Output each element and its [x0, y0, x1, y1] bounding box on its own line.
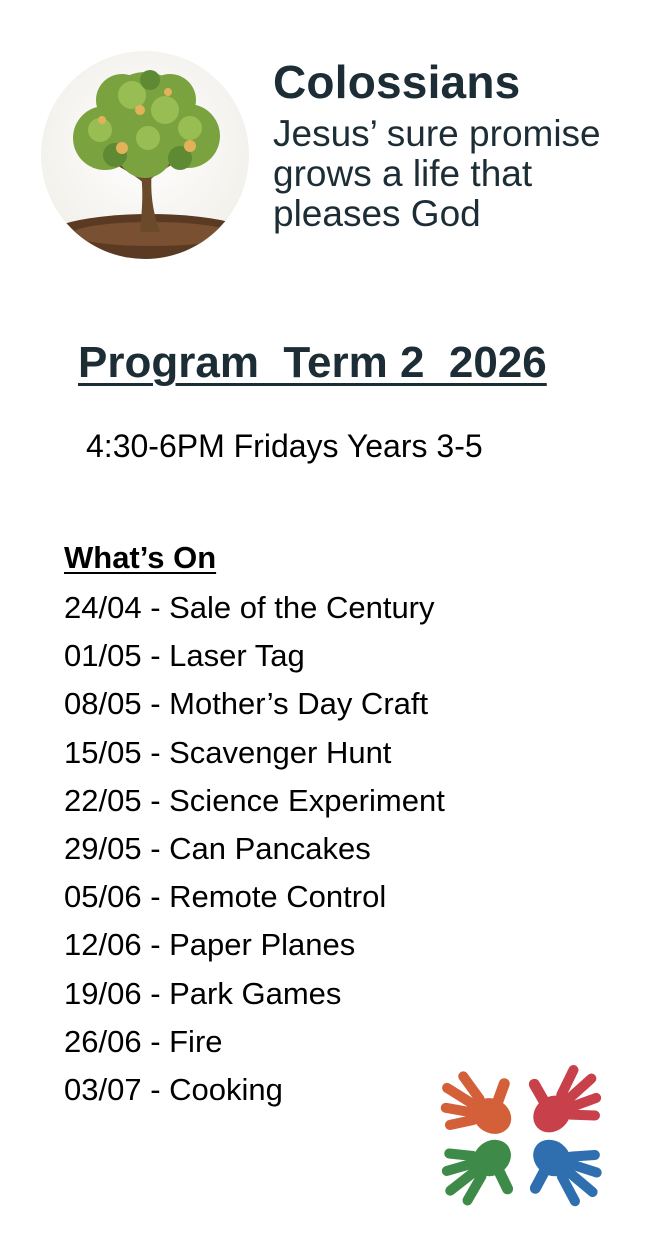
list-item: 19/06 - Park Games [64, 975, 342, 1011]
list-item: 24/04 - Sale of the Century [64, 590, 435, 625]
list-item: 01/05 - Laser Tag [64, 638, 305, 674]
four-hands-icon [432, 1054, 612, 1214]
list-item: 12/06 - Paper Planes [64, 927, 356, 963]
list-item: 05/06 - Remote Control [64, 879, 387, 915]
program-heading: Program Term 2 2026 [78, 338, 547, 387]
page-title: Colossians [273, 56, 521, 108]
list-item: 22/05 - Science Experiment [64, 782, 445, 818]
list-item: 03/07 - Cooking [64, 1072, 283, 1108]
page-subtitle: Jesus’ sure promise grows a life that pleases God [273, 113, 601, 234]
list-item: 15/05 - Scavenger Hunt [64, 734, 392, 770]
fruit-tree-icon [40, 50, 250, 260]
list-item: 08/05 - Mother’s Day Craft [64, 686, 429, 722]
list-item: 29/05 - Can Pancakes [64, 831, 371, 867]
whats-on-heading: What’s On [64, 540, 217, 575]
list-item: 26/06 - Fire [64, 1023, 223, 1059]
events-list [64, 584, 445, 1114]
schedule-time: 4:30-6PM Fridays Years 3-5 [86, 428, 483, 464]
